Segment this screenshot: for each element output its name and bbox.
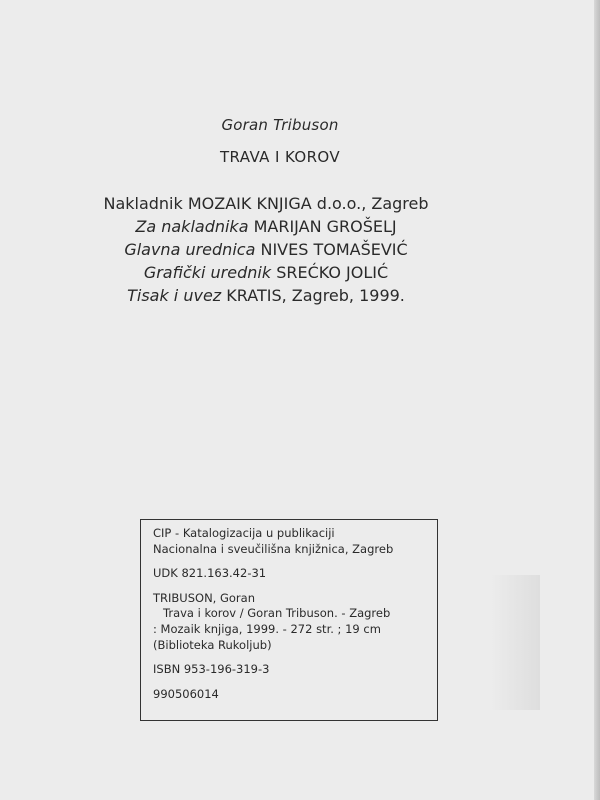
credit-value: SREĆKO JOLIĆ: [276, 263, 389, 282]
cip-header-line: CIP - Katalogizacija u publikaciji: [153, 526, 335, 540]
credit-editor-in-chief: [0, 238, 532, 261]
credit-printing: [0, 284, 532, 307]
credit-value: KRATIS, Zagreb, 1999.: [226, 286, 405, 305]
credit-value: NIVES TOMAŠEVIĆ: [260, 240, 408, 259]
cip-catalog-box: [140, 519, 438, 721]
cip-entry-line: : Mozaik knjiga, 1999. - 272 str. ; 19 cm: [153, 621, 381, 636]
cip-entry-line: TRIBUSON, Goran: [153, 590, 255, 605]
cip-entry: [153, 591, 437, 653]
credit-role: Glavna urednica: [124, 240, 256, 259]
cip-header: [153, 526, 437, 557]
credit-for-publisher: [0, 215, 532, 238]
cip-header-line: Nacionalna i sveučilišna knjižnica, Zagreb: [153, 541, 394, 556]
credit-graphic-editor: [0, 261, 532, 284]
page-edge-shadow: [594, 0, 600, 800]
credit-value: MARIJAN GROŠELJ: [253, 217, 397, 236]
cip-udk: UDK 821.163.42-31: [153, 566, 267, 581]
cip-record-number: 990506014: [153, 686, 219, 701]
credit-role: Za nakladnika: [135, 217, 249, 236]
publishing-credits: [0, 192, 532, 307]
credit-publisher: [0, 192, 532, 215]
show-through-bleed: [490, 575, 540, 710]
cip-entry-line: (Biblioteka Rukoljub): [153, 637, 272, 652]
cip-entry-line: Trava i korov / Goran Tribuson. - Zagreb: [163, 606, 391, 621]
cip-isbn: ISBN 953-196-319-3: [153, 662, 270, 677]
credit-role: Tisak i uvez: [127, 286, 222, 305]
credit-publisher-text: Nakladnik MOZAIK KNJIGA d.o.o., Zagreb: [103, 194, 429, 213]
author-name: Goran Tribuson: [221, 116, 339, 134]
credit-role: Grafički urednik: [143, 263, 272, 282]
book-title: TRAVA I KOROV: [219, 148, 341, 166]
